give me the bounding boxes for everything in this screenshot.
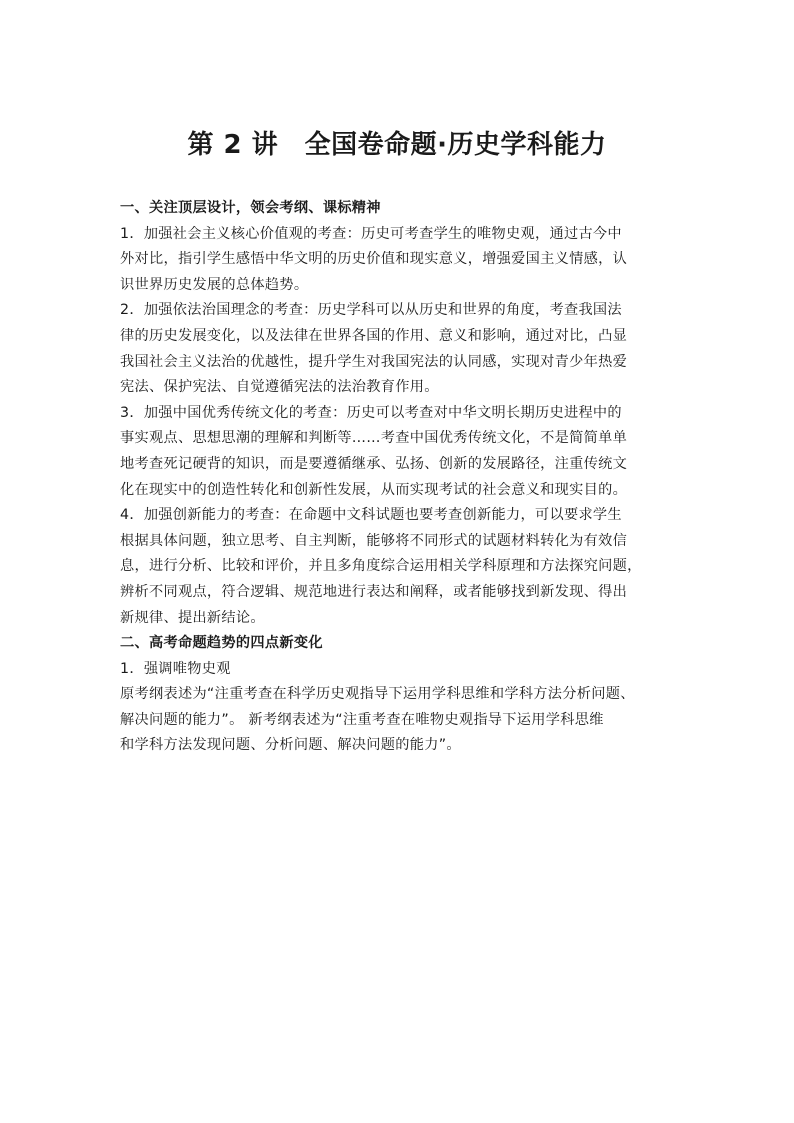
section-1-item-3	[120, 401, 676, 503]
paragraph-line: 4．加强创新能力的考查：在命题中文科试题也要考查创新能力，可以要求学生	[120, 507, 622, 524]
section-2-heading: 二、高考命题趋势的四点新变化	[120, 635, 323, 652]
page-title: 第 2 讲 全国卷命题·历史学科能力	[187, 130, 607, 160]
paragraph-line: 根据具体问题，独立思考、自主判断，能够将不同形式的试题材料转化为有效信	[120, 532, 628, 549]
paragraph-line: 息，进行分析、比较和评价，并且多角度综合运用相关学科原理和方法探究问题，	[120, 558, 642, 575]
paragraph-line: 地考查死记硬背的知识，而是要遵循继承、弘扬、创新的发展路径，注重传统文	[120, 455, 628, 472]
paragraph-line: 2．加强依法治国理念的考查：历史学科可以从历史和世界的角度，考查我国法	[120, 302, 622, 319]
section-1-item-1	[120, 222, 676, 299]
section-2-sub-1-body	[120, 682, 676, 759]
paragraph-line: 3．加强中国优秀传统文化的考查：历史可以考查对中华文明长期历史进程中的	[120, 404, 622, 421]
document-body	[120, 196, 676, 759]
paragraph-line: 解决问题的能力”。 新考纲表述为“注重考查在唯物史观指导下运用学科思维	[120, 711, 604, 728]
section-2-subheading: 1．强调唯物史观	[120, 660, 231, 677]
paragraph-line: 律的历史发展变化，以及法律在世界各国的作用、意义和影响，通过对比，凸显	[120, 327, 628, 344]
paragraph-line: 化在现实中的创造性转化和创新性发展，从而实现考试的社会意义和现实目的。	[120, 481, 628, 498]
paragraph-line: 和学科方法发现问题、分析问题、解决问题的能力”。	[120, 737, 461, 754]
section-1-item-4	[120, 503, 676, 631]
paragraph-line: 原考纲表述为“注重考查在科学历史观指导下运用学科思维和学科方法分析问题、	[120, 686, 635, 703]
paragraph-line: 新规律、提出新结论。	[120, 609, 265, 626]
section-1-item-2	[120, 298, 676, 400]
paragraph-line: 外对比，指引学生感悟中华文明的历史价值和现实意义，增强爱国主义情感，认	[120, 251, 628, 268]
paragraph-line: 事实观点、思想思潮的理解和判断等……考查中国优秀传统文化，不是简简单单	[120, 430, 628, 447]
paragraph-line: 识世界历史发展的总体趋势。	[120, 276, 309, 293]
section-1-heading: 一、关注顶层设计，领会考纲、课标精神	[120, 200, 381, 216]
paragraph-line: 我国社会主义法治的优越性，提升学生对我国宪法的认同感，实现对青少年热爱	[120, 353, 628, 370]
paragraph-line: 1．加强社会主义核心价值观的考查：历史可考查学生的唯物史观，通过古今中	[120, 225, 622, 242]
paragraph-line: 宪法、保护宪法、自觉遵循宪法的法治教育作用。	[120, 379, 439, 396]
paragraph-line: 辨析不同观点，符合逻辑、规范地进行表达和阐释，或者能够找到新发现、得出	[120, 583, 628, 600]
